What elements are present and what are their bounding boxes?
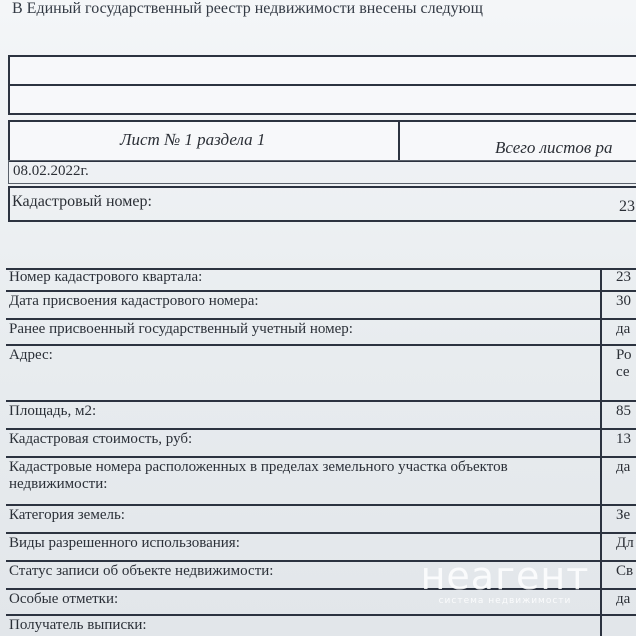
- row-label: Статус записи об объекте недвижимости:: [6, 562, 602, 588]
- row-label: Номер кадастрового квартала:: [6, 268, 602, 290]
- sheet-label: Лист № 1 раздела 1: [120, 130, 266, 149]
- row-label: Особые отметки:: [6, 590, 602, 614]
- row-label: Получатель выписки:: [6, 616, 602, 636]
- row-value: 30: [616, 293, 631, 309]
- row-value: Ро се: [616, 347, 632, 380]
- row-value: Св: [616, 563, 634, 579]
- cadastral-label: Кадастровый номер:: [12, 193, 152, 210]
- property-table: [6, 268, 636, 636]
- row-value: 23: [616, 269, 631, 285]
- table-row: [6, 562, 636, 590]
- table-row: [6, 458, 636, 506]
- date-row: [8, 160, 636, 184]
- table-row: [6, 268, 636, 292]
- row-value: 85: [616, 403, 631, 419]
- row-label: Адрес:: [6, 346, 602, 400]
- row-value: Зе: [616, 507, 631, 523]
- row-label: Кадастровые номера расположенных в пределах земельного участка объектов недвижимости:: [6, 458, 602, 504]
- table-row: [6, 346, 636, 402]
- row-value: да: [616, 591, 631, 607]
- row-label: Дата присвоения кадастрового номера:: [6, 292, 602, 318]
- header-box: [8, 55, 636, 115]
- row-label: Виды разрешенного использования:: [6, 534, 602, 560]
- row-label: Кадастровая стоимость, руб:: [6, 430, 602, 456]
- table-row: [6, 430, 636, 458]
- table-row: [6, 616, 636, 636]
- intro-text: В Единый государственный реестр недвижимости внесены следующ: [12, 0, 483, 17]
- row-value: да: [616, 459, 631, 475]
- row-value: [612, 616, 620, 636]
- row-label: Площадь, м2:: [6, 402, 602, 428]
- row-label: Категория земель:: [6, 506, 602, 532]
- table-row: [6, 506, 636, 534]
- cadastral-value: 23: [619, 198, 635, 215]
- watermark-brand: неагент: [420, 554, 590, 598]
- watermark-tagline: система недвижимости: [438, 596, 572, 606]
- sheet-total-label: Всего листов ра: [495, 138, 613, 157]
- row-value: да: [616, 321, 631, 337]
- header-divider: [10, 84, 636, 86]
- sheet-row: [8, 120, 636, 162]
- table-row: [6, 590, 636, 616]
- table-row: [6, 534, 636, 562]
- cadastral-row: [8, 186, 636, 222]
- table-row: [6, 320, 636, 346]
- row-value: 13: [616, 431, 631, 447]
- table-row: [6, 402, 636, 430]
- date-value: 08.02.2022г.: [13, 163, 89, 179]
- row-label: Ранее присвоенный государственный учетный номер:: [6, 320, 602, 344]
- table-row: [6, 292, 636, 320]
- row-value: Дл: [616, 535, 634, 551]
